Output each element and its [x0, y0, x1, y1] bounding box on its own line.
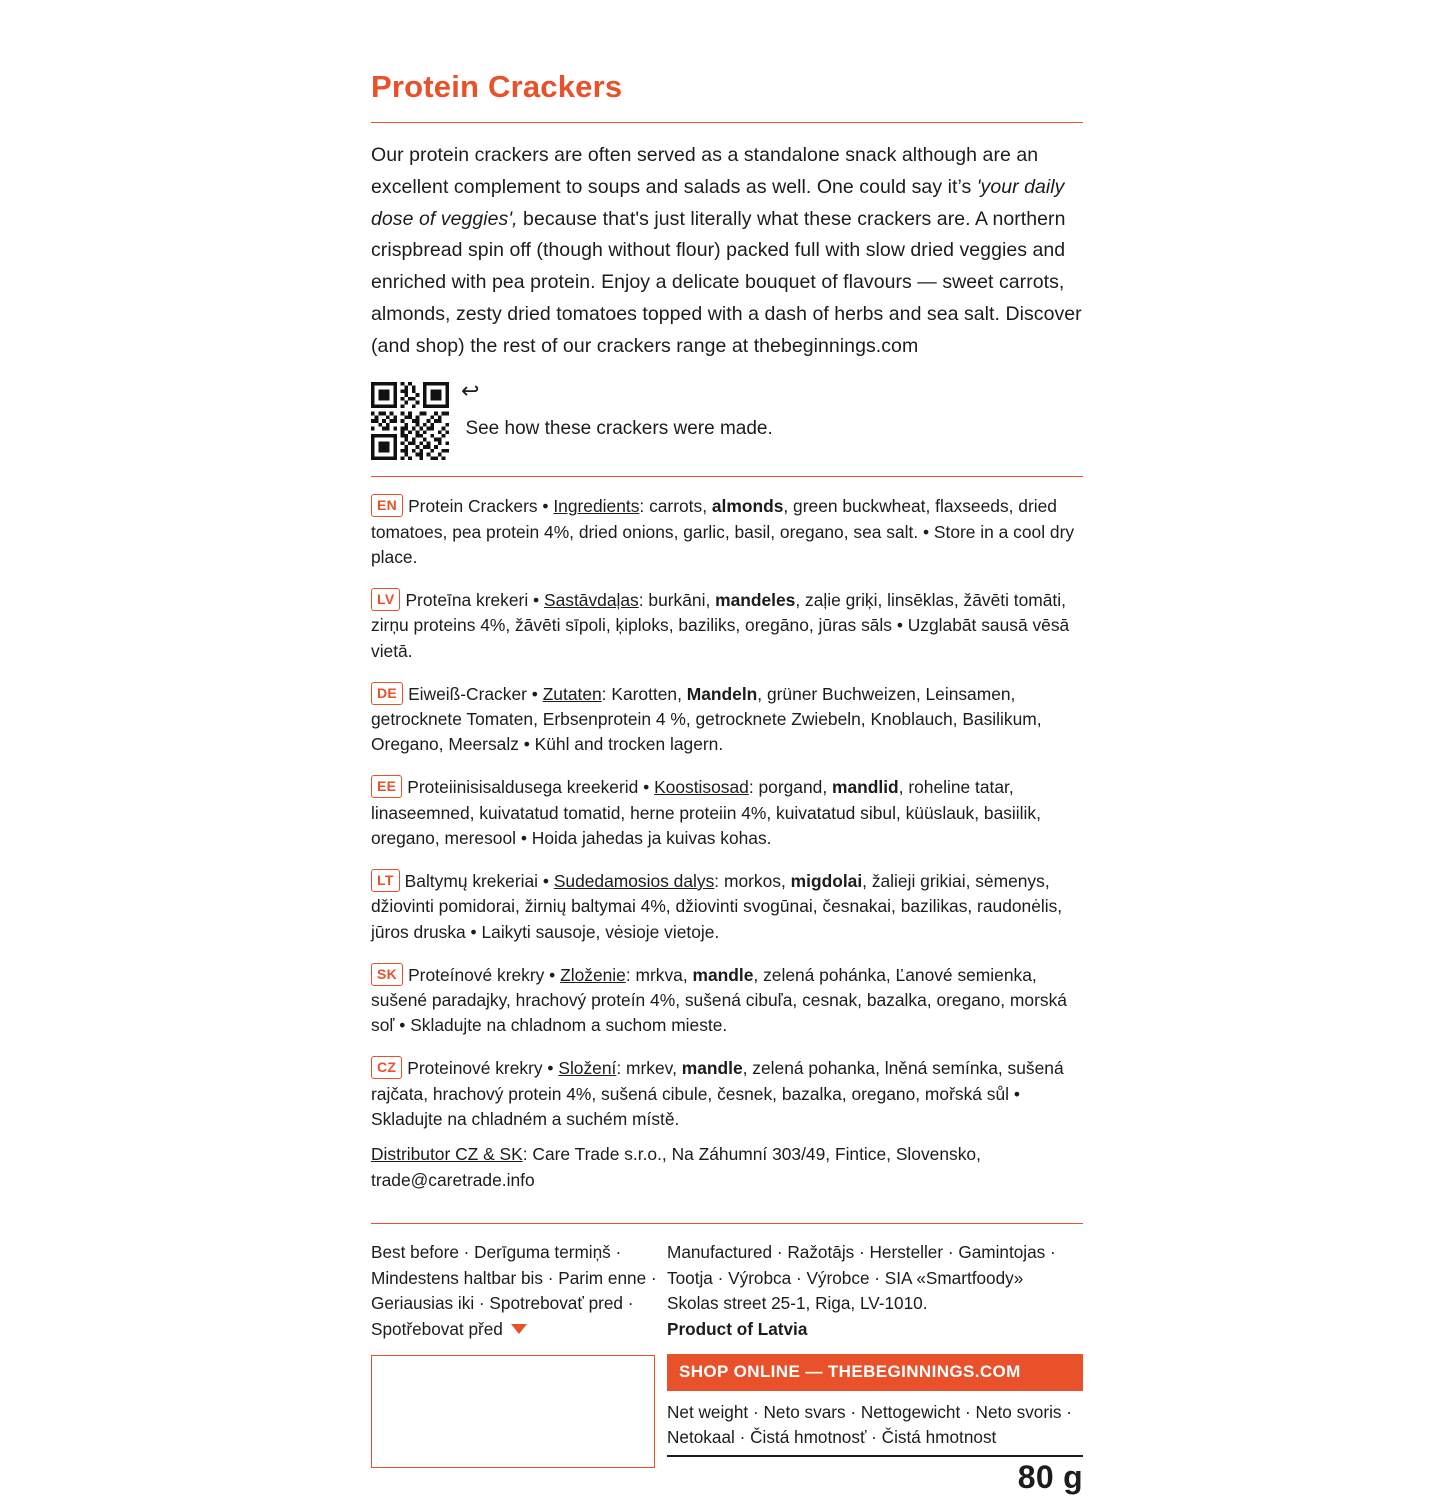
description-emphasis: 'your daily dose of veggies', — [371, 175, 1065, 230]
lang-after-bold: , zelená pohanka, lněná semínka, sušená rajčata, hrachový protein 4%, sušená cibule, česnek, bazalka, oregano, mořská sůl • Skladujte na chladném a suchém místě. — [371, 1058, 1064, 1129]
lang-before-bold: porgand, — [758, 777, 832, 798]
lang-tag: EN — [371, 494, 403, 517]
lang-after-bold: , green buckwheat, flaxseeds, dried tomatoes, pea protein 4%, dried onions, garlic, basil, oregano, sea salt. • Store in a cool dry place. — [371, 496, 1075, 568]
lang-colon: : — [714, 870, 724, 891]
best-before-label: Best before · Derīguma termiņš · Mindestens haltbar bis · Parim enne · Geriausias iki · Spotrebovať pred · Spotřebovat před — [371, 1242, 657, 1339]
page-title: Protein Crackers — [371, 69, 623, 104]
manufacturer-column — [667, 1240, 1083, 1496]
distributor-line — [371, 1142, 1083, 1193]
lang-before-bold: mrkva, — [635, 964, 693, 985]
qr-code-icon[interactable] — [371, 382, 449, 460]
product-of-origin: Product of Latvia — [667, 1318, 808, 1339]
lang-sep: • — [544, 964, 561, 985]
lang-allergen: almonds — [711, 496, 784, 517]
lang-ingredients-label: Sudedamosios dalys — [553, 870, 715, 891]
lang-product: Proteinové krekry — [407, 1058, 543, 1079]
lang-block-ee — [371, 775, 1083, 851]
best-before-column — [371, 1240, 667, 1496]
lang-allergen: migdolai — [790, 870, 863, 891]
lang-block-cz — [371, 1056, 1083, 1132]
lang-block-de — [371, 682, 1083, 758]
curved-arrow-icon: ↩ — [461, 378, 480, 404]
distributor-value: : Care Trade s.r.o., Na Záhumní 303/49, Fintice, Slovensko, trade@caretrade.info — [371, 1144, 981, 1190]
lang-before-bold: burkāni, — [648, 590, 716, 611]
lang-product: Eiweiß-Cracker — [408, 683, 527, 704]
lang-sep: • — [528, 590, 544, 611]
lang-before-bold: mrkev, — [626, 1058, 682, 1079]
lang-block-lt — [371, 869, 1083, 945]
lang-colon: : — [625, 964, 636, 985]
lang-after-bold: , grüner Buchweizen, Leinsamen, getrocknete Tomaten, Erbsenprotein 4 %, getrocknete Zwiebeln, Knoblauch, Basilikum, Oregano, Meersalz • Kühl and trocken lagern. — [371, 683, 1042, 755]
lang-ingredients-label: Zloženie — [560, 964, 626, 985]
lang-block-lv — [371, 588, 1083, 664]
lang-after-bold: , zaļie griķi, linsēklas, žāvēti tomāti, zirņu proteins 4%, žāvēti sīpoli, ķiploks, baziliks, oregāno, jūras sāls • Uzglabāt sausā vēsā vietā. — [371, 590, 1070, 661]
lang-colon: : — [748, 777, 759, 798]
divider-top — [371, 122, 1083, 123]
lang-tag: DE — [371, 682, 403, 705]
lang-tag: EE — [371, 775, 402, 798]
lang-block-sk — [371, 963, 1083, 1039]
lang-sep: • — [542, 1058, 559, 1079]
lang-product: Proteīna krekeri — [405, 590, 529, 611]
lang-tag: LT — [371, 869, 400, 892]
lang-ingredients-label: Koostisosad — [654, 777, 749, 798]
net-weight-value: 80 g — [1017, 1458, 1083, 1495]
best-before-date-box — [371, 1355, 655, 1468]
lang-allergen: mandeles — [715, 590, 796, 611]
lang-before-bold: Karotten, — [611, 683, 687, 704]
best-before-label-wrap — [371, 1240, 667, 1342]
lang-sep: • — [638, 777, 655, 798]
lang-after-bold: , roheline tatar, linaseemned, kuivatatud tomatid, herne proteiin 4%, kuivatatud sibul, küüslauk, basiilik, oregano, meresool • Hoida jahedas ja kuivas kohas. — [371, 777, 1041, 849]
ingredients-list — [371, 494, 1083, 1132]
lang-allergen: Mandeln — [686, 683, 758, 704]
lang-ingredients-label: Složení — [558, 1058, 617, 1079]
label-content — [371, 70, 1083, 1496]
lang-ingredients-label: Ingredients — [553, 496, 640, 517]
lang-colon: : — [601, 683, 612, 704]
manufacturer-address: Skolas street 25-1, Riga, LV-1010. — [667, 1293, 928, 1314]
lang-sep: • — [526, 683, 543, 704]
lang-ingredients-label: Zutaten — [542, 683, 602, 704]
lang-product: Proteiinisisaldusega kreekerid — [407, 777, 639, 798]
shop-online-banner[interactable]: SHOP ONLINE — THEBEGINNINGS.COM — [667, 1354, 1083, 1391]
lang-sep: • — [537, 496, 554, 517]
qr-row — [371, 378, 1083, 460]
lang-allergen: mandle — [681, 1058, 743, 1079]
manufacturer-label: Manufactured · Ražotājs · Hersteller · Gamintojas · Tootja · Výrobca · Výrobce · SIA «Smartfoody» — [667, 1242, 1056, 1288]
lang-colon: : — [616, 1058, 627, 1079]
lang-after-bold: , žalieji grikiai, sėmenys, džiovinti pomidorai, žirnių baltymai 4%, džiovinti svogūnai, česnakai, bazilikas, raudonėlis, jūros druska • Laikyti sausoje, vėsioje vietoje. — [371, 870, 1063, 942]
distributor-label: Distributor CZ & SK — [371, 1144, 523, 1165]
lang-product: Proteínové krekry — [408, 964, 545, 985]
lang-allergen: mandle — [692, 964, 754, 985]
divider-bottom — [371, 1223, 1083, 1224]
lang-before-bold: morkos, — [723, 870, 791, 891]
lang-block-en — [371, 494, 1083, 570]
lang-tag: CZ — [371, 1056, 402, 1079]
qr-caption: See how these crackers were made. — [465, 418, 773, 440]
caret-down-icon — [511, 1324, 527, 1334]
lang-product: Protein Crackers — [408, 496, 538, 517]
description-part-2: because that's just literally what these crackers are. A northern crispbread spin off (though without flour) packed full with slow dried veggies and enriched with pea protein. Enjoy a delicate bouquet of flavours — sweet carrots, almonds, zesty dried tomatoes topped with a dash of herbs and sea salt. Discover (and shop) the rest of our crackers range at thebeginnings.com — [371, 207, 1082, 357]
lang-before-bold: carrots, — [649, 496, 712, 517]
divider-ingredients — [371, 476, 1083, 477]
product-description — [371, 140, 1083, 362]
bottom-section — [371, 1240, 1083, 1496]
lang-tag: LV — [371, 588, 400, 611]
net-weight-value-row — [667, 1455, 1083, 1496]
lang-colon: : — [639, 496, 650, 517]
net-weight-label: Net weight · Neto svars · Nettogewicht · Neto svoris · Netokaal · Čistá hmotnosť · Čistá hmotnost — [667, 1401, 1072, 1448]
lang-ingredients-label: Sastāvdaļas — [543, 590, 639, 611]
lang-colon: : — [638, 590, 649, 611]
lang-after-bold: , zelená pohánka, Ľanové semienka, sušené paradajky, hrachový proteín 4%, sušená cibuľa, cesnak, bazalka, oregano, morská soľ • Skladujte na chladnom a suchom mieste. — [371, 964, 1067, 1036]
lang-tag: SK — [371, 963, 403, 986]
lang-allergen: mandlid — [832, 777, 899, 798]
description-part-1: Our protein crackers are often served as a standalone snack although are an excellent complement to soups and salads as well. One could say it’s — [371, 144, 1039, 198]
lang-product: Baltymų krekeriai — [404, 870, 539, 891]
lang-sep: • — [538, 870, 554, 891]
